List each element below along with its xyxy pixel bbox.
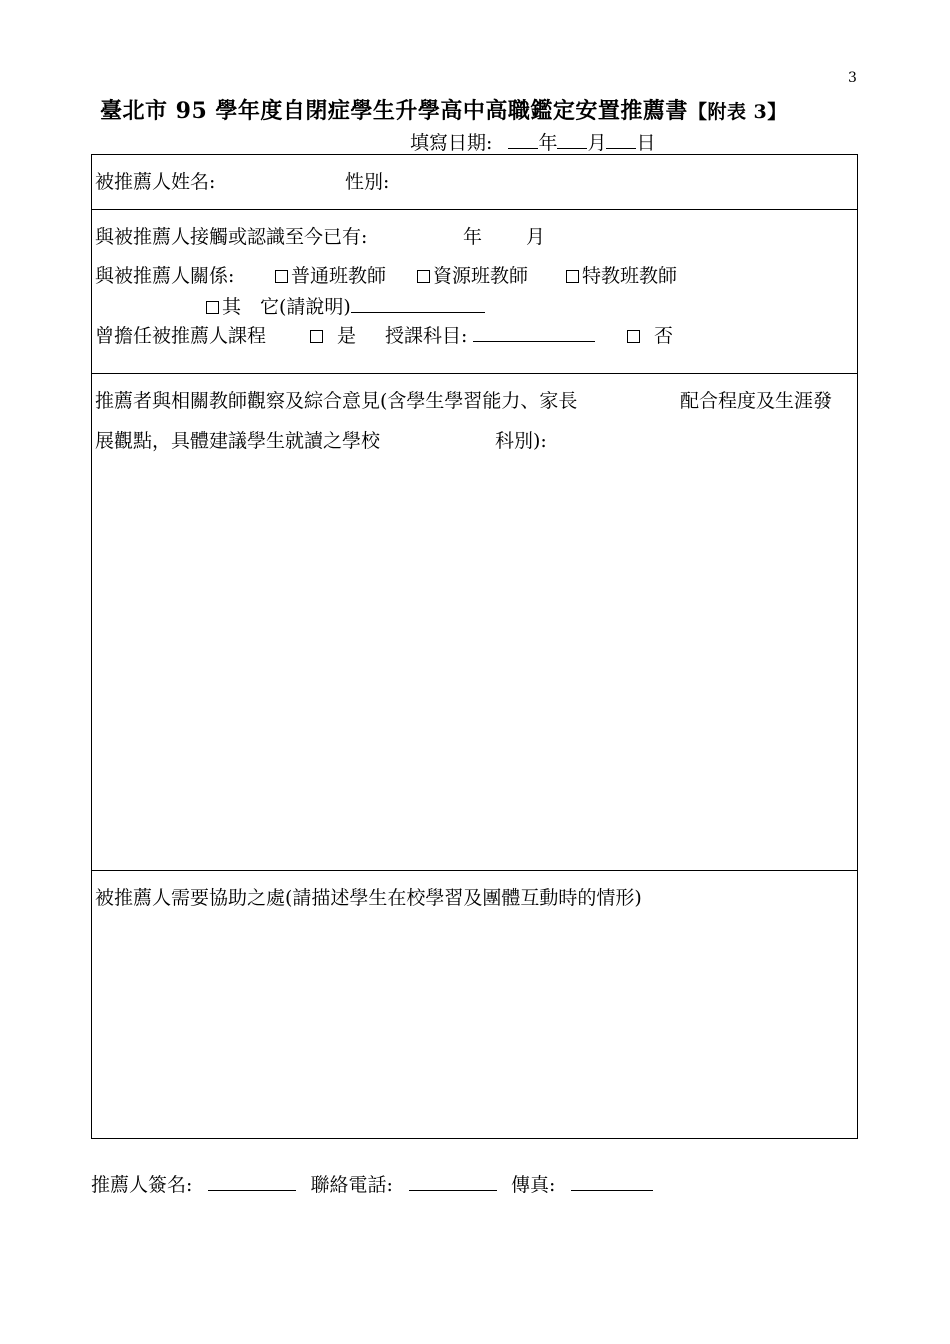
taught-course-label: 曾擔任被推薦人課程 xyxy=(95,325,267,347)
fax-blank[interactable] xyxy=(571,1172,653,1191)
fill-date-month: 月 xyxy=(587,132,607,154)
checkbox-icon[interactable] xyxy=(275,270,288,283)
observation-line2: 展觀點，具體建議學生就讀之學校 xyxy=(95,430,381,452)
signature-blank[interactable] xyxy=(208,1172,296,1191)
fill-date xyxy=(410,128,656,155)
fill-date-label: 填寫日期: xyxy=(410,132,493,154)
checkbox-icon[interactable] xyxy=(627,330,640,343)
section-assistance-needs xyxy=(91,870,858,1139)
fill-date-year: 年 xyxy=(538,132,558,154)
taught-no-option[interactable]: 否 xyxy=(627,321,673,348)
relation-option-other[interactable]: 其 它(請說明) xyxy=(206,292,485,319)
phone-blank[interactable] xyxy=(409,1172,497,1191)
phone-label: 聯絡電話: xyxy=(310,1174,393,1196)
subject-blank[interactable] xyxy=(473,323,595,342)
checkbox-icon[interactable] xyxy=(206,301,219,314)
checkbox-icon[interactable] xyxy=(566,270,579,283)
checkbox-icon[interactable] xyxy=(417,270,430,283)
assistance-line1: 被推薦人需要協助之處(請描述學生在校學習及團體互動時的情形) xyxy=(95,887,642,909)
section-basic-info xyxy=(91,154,858,210)
title-attachment: 【附表 3】 xyxy=(687,101,787,123)
observation-line1: 推薦者與相關教師觀察及綜合意見(含學生學習能力、家長 xyxy=(95,390,578,412)
other-blank[interactable] xyxy=(351,294,485,313)
section-relationship xyxy=(91,209,858,374)
footer-signature-row xyxy=(91,1170,653,1197)
page-title xyxy=(100,94,787,125)
relation-option-special[interactable]: 特教班教師 xyxy=(566,261,677,288)
year-blank[interactable] xyxy=(508,130,538,149)
contact-month-label: 月 xyxy=(526,226,546,248)
observation-line1-end: 配合程度及生涯發 xyxy=(680,390,833,412)
section-observation xyxy=(91,373,858,871)
name-label: 被推薦人姓名: xyxy=(95,171,216,193)
contact-year-label: 年 xyxy=(463,226,483,248)
taught-yes-option[interactable]: 是 xyxy=(310,321,356,348)
fill-date-day: 日 xyxy=(636,132,656,154)
observation-line2-end: 科別): xyxy=(495,430,547,452)
month-blank[interactable] xyxy=(557,130,587,149)
title-main: 臺北市 95 學年度自閉症學生升學高中高職鑑定安置推薦書 xyxy=(100,98,688,124)
checkbox-icon[interactable] xyxy=(310,330,323,343)
contact-duration-label: 與被推薦人接觸或認識至今已有: xyxy=(95,226,368,248)
relation-label: 與被推薦人關係: xyxy=(95,265,235,287)
day-blank[interactable] xyxy=(606,130,636,149)
gender-label: 性別: xyxy=(345,171,390,193)
relation-option-resource[interactable]: 資源班教師 xyxy=(417,261,528,288)
signature-label: 推薦人簽名: xyxy=(91,1174,193,1196)
page-number: 3 xyxy=(848,70,857,86)
relation-option-regular[interactable]: 普通班教師 xyxy=(275,261,386,288)
subject-field[interactable]: 授課科目: xyxy=(385,321,595,348)
fax-label: 傳真: xyxy=(511,1174,556,1196)
